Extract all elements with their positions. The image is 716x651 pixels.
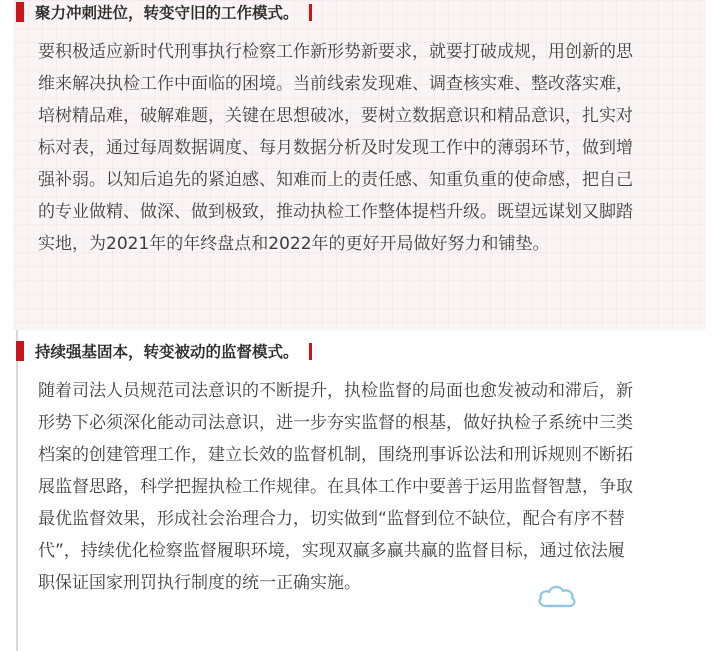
paragraph-line: 强补弱。以知后追先的紧迫感、知难而上的责任感、知重负重的使命感，把自己 xyxy=(38,170,633,190)
paragraph-line: 实地，为2021年的年终盘点和2022年的更好开局做好努力和铺垫。 xyxy=(38,234,550,254)
cloud-icon xyxy=(536,582,578,610)
heading-marker-icon xyxy=(16,341,24,361)
paragraph-line: 形势下必须深化能动司法意识，进一步夯实监督的根基，做好执检子系统中三类 xyxy=(38,413,633,433)
heading-marker-icon xyxy=(16,2,24,22)
section-1-heading-text: 聚力冲刺进位，转变守旧的工作模式。 xyxy=(35,4,299,22)
heading-bar-icon xyxy=(309,4,312,21)
paragraph-line: 职保证国家刑罚执行制度的统一正确实施。 xyxy=(38,573,361,593)
paragraph-line: 随着司法人员规范司法意识的不断提升，执检监督的局面也愈发被动和滞后，新 xyxy=(38,381,633,401)
paragraph-line: 要积极适应新时代刑事执行检察工作新形势新要求，就要打破成规，用创新的思 xyxy=(38,42,633,62)
paragraph-line: 最优监督效果，形成社会治理合力，切实做到“监督到位不缺位，配合有序不替 xyxy=(38,509,625,529)
section-1-heading xyxy=(16,2,312,22)
section-2-heading xyxy=(16,341,312,361)
heading-bar-icon xyxy=(309,343,312,360)
section-2-paragraph xyxy=(38,375,670,599)
paragraph-line: 标对表，通过每周数据调度、每月数据分析及时发现工作中的薄弱环节，做到增 xyxy=(38,138,633,158)
paragraph-line: 代”，持续优化检察监督履职环境，实现双赢多赢共赢的监督目标，通过依法履 xyxy=(38,541,625,561)
section-1-paragraph xyxy=(38,36,670,260)
paragraph-line: 的专业做精、做深、做到极致，推动执检工作整体提档升级。既望远谋划又脚踏 xyxy=(38,202,633,222)
section-2-heading-text: 持续强基固本，转变被动的监督模式。 xyxy=(35,343,299,361)
paragraph-line: 展监督思路，科学把握执检工作规律。在具体工作中要善于运用监督智慧，争取 xyxy=(38,477,633,497)
paragraph-line: 档案的创建管理工作，建立长效的监督机制，围绕刑事诉讼法和刑诉规则不断拓 xyxy=(38,445,633,465)
paragraph-line: 培树精品难，破解难题，关键在思想破冰，要树立数据意识和精品意识，扎实对 xyxy=(38,106,633,126)
paragraph-line: 维来解决执检工作中面临的困境。当前线索发现难、调查核实难、整改落实难， xyxy=(38,74,633,94)
